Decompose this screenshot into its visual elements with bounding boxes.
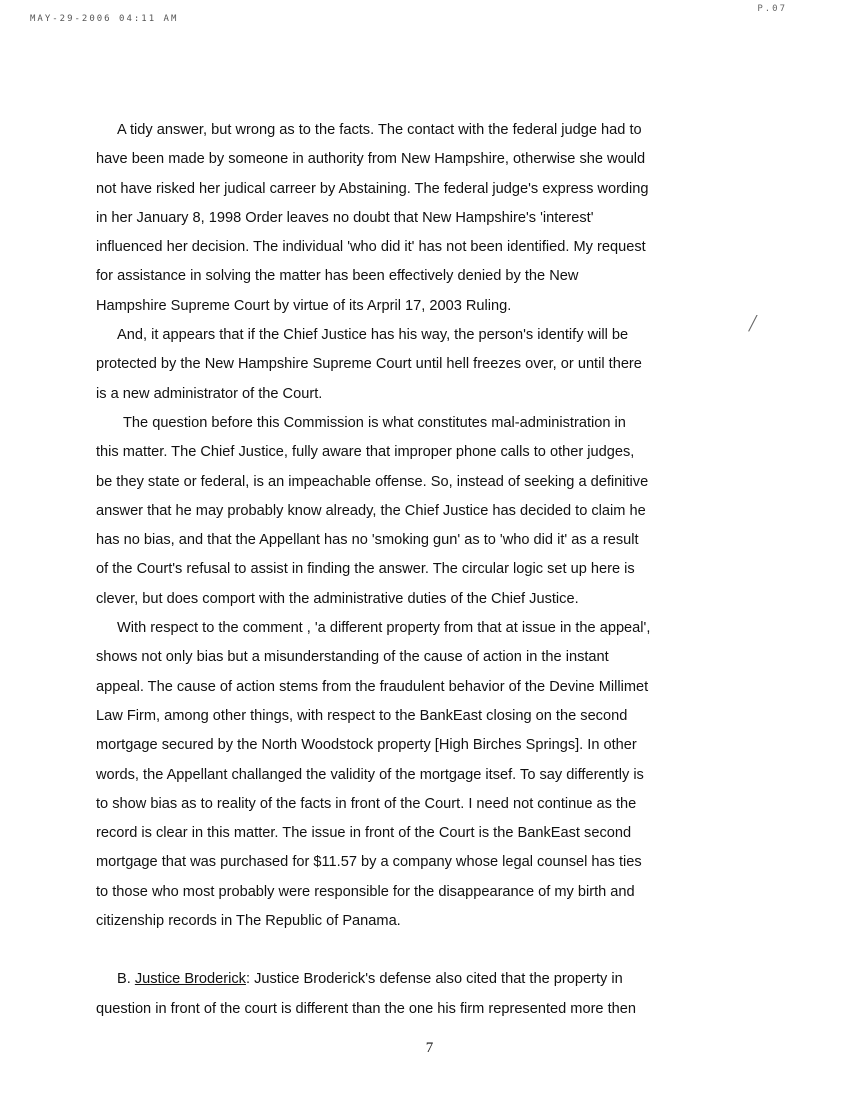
margin-mark-glyph: ╱ — [748, 317, 757, 332]
text-line: record is clear in this matter. The issue in front of the Court is the BankEast second — [96, 825, 632, 842]
text-line: Hampshire Supreme Court by virtue of its Arpril 17, 2003 Ruling. — [96, 297, 512, 314]
text-line: have been made by someone in authority from New Hampshire, otherwise she would — [96, 151, 646, 168]
text-line: be they state or federal, is an impeachable offense. So, instead of seeking a definitive — [96, 473, 649, 490]
section-b — [96, 965, 746, 1024]
text-line: protected by the New Hampshire Supreme Court until hell freezes over, or until there — [96, 356, 642, 373]
section-b-prefix: B. — [117, 971, 135, 988]
section-b-first-line — [96, 965, 746, 994]
paragraph-4 — [96, 614, 746, 936]
text-line: words, the Appellant challanged the validity of the mortgage itsef. To say differently is — [96, 766, 644, 783]
text-line: of the Court's refusal to assist in finding the answer. The circular logic set up here is — [96, 561, 635, 578]
text-line: this matter. The Chief Justice, fully aware that improper phone calls to other judges, — [96, 444, 635, 461]
text-line: influenced her decision. The individual 'who did it' has not been identified. My request — [96, 239, 646, 256]
text-line: And, it appears that if the Chief Justice has his way, the person's identify will be — [117, 327, 629, 344]
text-line: answer that he may probably know already, the Chief Justice has decided to claim he — [96, 502, 646, 519]
text-line: to those who most probably were responsible for the disappearance of my birth and — [96, 883, 635, 900]
text-line: in her January 8, 1998 Order leaves no doubt that New Hampshire's 'interest' — [96, 209, 594, 226]
text-line: clever, but does comport with the administrative duties of the Chief Justice. — [96, 590, 579, 607]
text-line: shows not only bias but a misunderstanding of the cause of action in the instant — [96, 649, 609, 666]
paragraph-3 — [96, 409, 746, 614]
text-line: for assistance in solving the matter has been effectively denied by the New — [96, 268, 579, 285]
text-line: to show bias as to reality of the facts in front of the Court. I need not continue as the — [96, 795, 637, 812]
section-b-heading: Justice Broderick — [134, 971, 246, 988]
paragraph-2 — [96, 321, 746, 409]
text-line: The question before this Commission is what constitutes mal-administration in — [123, 414, 626, 431]
text-line: mortgage that was purchased for $11.57 by a company whose legal counsel has ties — [96, 854, 642, 871]
paragraph-spacer — [96, 936, 746, 965]
text-line: Law Firm, among other things, with respect to the BankEast closing on the second — [96, 707, 628, 724]
text-line: A tidy answer, but wrong as to the facts. The contact with the federal judge had to — [117, 122, 642, 138]
text-line: question in front of the court is different than the one his firm represented more then — [96, 1000, 637, 1017]
section-b-text: : Justice Broderick's defense also cited that the property in — [245, 971, 623, 988]
text-line: With respect to the comment , 'a different property from that at issue in the appeal', — [117, 620, 651, 637]
text-line: mortgage secured by the North Woodstock property [High Birches Springs]. In other — [96, 737, 637, 754]
text-line: is a new administrator of the Court. — [96, 385, 323, 402]
fax-page-code: P.07 — [757, 4, 787, 14]
text-line: citizenship records in The Republic of Panama. — [96, 913, 401, 930]
document-body — [96, 116, 746, 1024]
paragraph-1 — [96, 116, 746, 321]
text-line: has no bias, and that the Appellant has no 'smoking gun' as to 'who did it' as a result — [96, 532, 639, 549]
text-line: not have risked her judical carreer by Abstaining. The federal judge's express wording — [96, 180, 649, 197]
fax-header-datetime: MAY-29-2006 04:11 AM — [30, 14, 179, 24]
text-line: appeal. The cause of action stems from the fraudulent behavior of the Devine Millimet — [96, 678, 649, 695]
page-number: 7 — [425, 1040, 434, 1056]
